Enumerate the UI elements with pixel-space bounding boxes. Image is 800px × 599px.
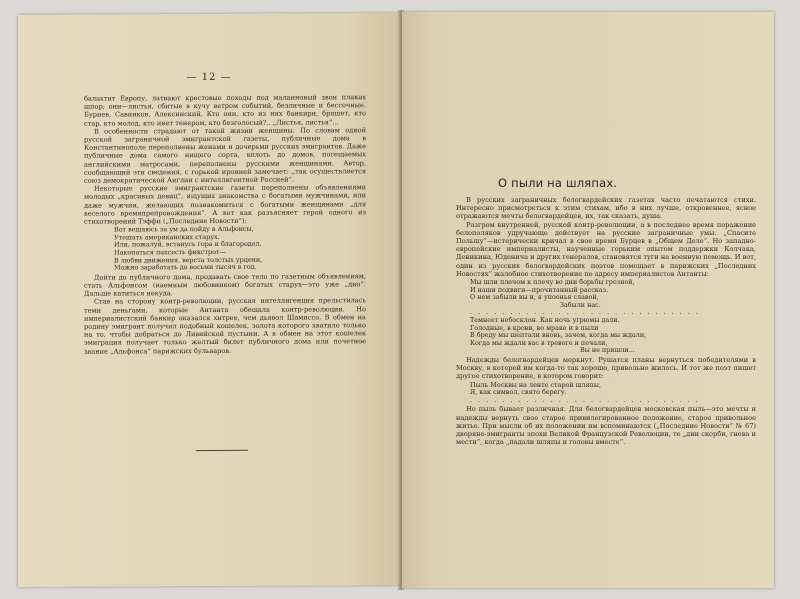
verse-line: Или, пожалуй, встанусь гора и благородел.	[114, 240, 262, 249]
verse-line: Накопаться пахсесть фикстрот—	[114, 247, 226, 257]
page-number: — 12 —	[186, 71, 232, 84]
verse-line: В бреду мы шептали вновь, зачем, когда мы ждали,	[470, 331, 647, 340]
paragraph: Разгром внутренней, русской контр-революции, а в последнее время поражение белополяков удручающе действует на русские заграничные умы. „Спасите Польшу“—истерически кричал в свое время Бурцев в „Общем Деле“. Но западно-европейские империалисты, наученные горьким опытом поддержки Колчака, Деникина, Юденича и других генералов, становятся туги на военную помощь. И вот, один из русских белогвардейских поэтов помещает в парижских „Последних Новостях“ жалобное стихотворение по адресу империалистов Антанты:	[456, 220, 757, 278]
paragraph: В русских заграничных белогвардейских газетах часто печатаются стихи. Интересно присмотреться к этим стихам, ибо в них лучше, откровеннее, ясное отражаются мечты белогвардейцев, их, так сказать, душа.	[456, 196, 756, 221]
verse-line: Вы не пришли...	[580, 346, 635, 355]
right-page	[402, 12, 774, 588]
paragraph: Дойти до публичного дома, продавать свое тело по газетным объявлениям, стать Альфонсом (наемным любовником) богатых старух—это уже „дно“. Дальше катиться некуда.	[84, 271, 366, 298]
paragraph: Став на сторону контр-революции, русская интеллигенция прельстилась теми деньгами, которые Антанта обещала контр-революции. Но империалистский банкир оказался хитрее, чем дьявол Шамиссо. В обмен на родину эмигрант получил подобный кошелек, золота которого хватило только на то, чтобы добраться до Ливийской пустыни. А в обмен на этот кошелек эмиграция получает только желтый билет публичного дома или почетное звание „Альфонса“ парижских бульваров.	[84, 296, 366, 356]
verse-line: Вот вешаюсь за ум да пойду в Альфонсы,	[114, 225, 254, 234]
verse-line: О нем забыли вы и, я упоенья славой,	[470, 293, 599, 302]
verse-line: Утешать американских старух.	[114, 232, 220, 242]
paragraph: Но пыль бывает различная. Для белогвардейцев московская пыль—это мечты и надежды вернуть свое старое привилегированное положение, старое привольное житье. При мысли об их положении им вспоминаются („Последние Новости“ № 67) дворяне-эмигранты эпохи Великой Французской Революции, те „дни скорби, гнева и мести“, когда „падали шляпы и головы вместе“.	[456, 405, 756, 447]
verse-block	[470, 382, 756, 405]
verse-line: И наши подвиги—прочитанный рассказ.	[470, 285, 609, 294]
paragraph: Некоторые русские эмигрантские газеты переполнены объявлениями молодых „красивых девиц“, ищущих знакомства с богатыми мужчинами, или даже мужчин, желающих познакомиться с богатыми женщинами „для веселого времяпрепровождения“. А вот как разъясняет герой одного из стихотворений Тэффи („Последние Новости“):	[84, 183, 366, 226]
verse-block	[114, 225, 366, 272]
paragraph: балахтит Европу, латвают крестовые походы под маланновый звон плаках шпор; они—листья, сбитые в кучу ветром событий, безличные и бессочные. Буриев, Савинков, Алексинский. Кто они, кто из них банкирн, бряшет, кто стар, кто молод, кто инет тенером, кто безголосый?.. „Листья, листья“...	[84, 93, 366, 128]
verse-line: Пыль Москвы на ленте старой шляпы,	[470, 380, 602, 389]
verse-line: Темнеет небосклон. Как ночь угрюмы дали.	[470, 316, 620, 324]
verse-line: Мы шли плечом к плечу во дни борьбы грозной,	[470, 278, 635, 287]
verse-line: В любви движения, верста толстых урцени,	[114, 255, 263, 265]
left-text-column	[84, 93, 366, 355]
verse-block	[470, 279, 756, 355]
verse-line: Можно заработать до восьми тысяч в год.	[114, 262, 257, 272]
verse-ellipsis-row: . . . . . . . . . . . . . . . . . . . . . . . . . . . . .	[470, 395, 700, 404]
left-page	[18, 13, 400, 587]
paragraph: Надежды белогвардейцев меркнут. Рушатся планы вернуться победителями в Москву, в которой им когда-то так хорошо, привольно жилось. И тот же поэт пишет другое стихотворение, в котором говорит:	[456, 355, 756, 381]
article-title: О пыли на шляпах.	[498, 176, 618, 190]
verse-line: Когда мы ждали вас в тревоге и печали,	[470, 338, 608, 347]
paragraph: В особенности страдают от такой жизни женщины. По словам одной русской заграничной эмигрантской газеты, публичные дома в Константинополе переполнены женами и дочерьми русских эмигрантов. Даже публичные дома самого нищего сорта, вплоть до домов, посещаемых английскими матросами, переполнены русскими женщинами. Автор, сообщающий эти сведения, с горькой иронией замечает: „так осуществляется союз демократической Англии с интеллигентной Россией“.	[84, 125, 366, 185]
verse-line: Забыли нас.	[560, 300, 601, 309]
verse-line: Я, как символ, свято берегу.	[470, 388, 567, 397]
section-divider	[196, 450, 248, 451]
verse-line: Голодные, в крови, во мраке и в пыли	[470, 323, 599, 332]
right-text-column	[456, 196, 756, 446]
verse-ellipsis-row: . . . . . . . . . . . . . . . . . . . . . . . . . . . . .	[470, 308, 700, 317]
